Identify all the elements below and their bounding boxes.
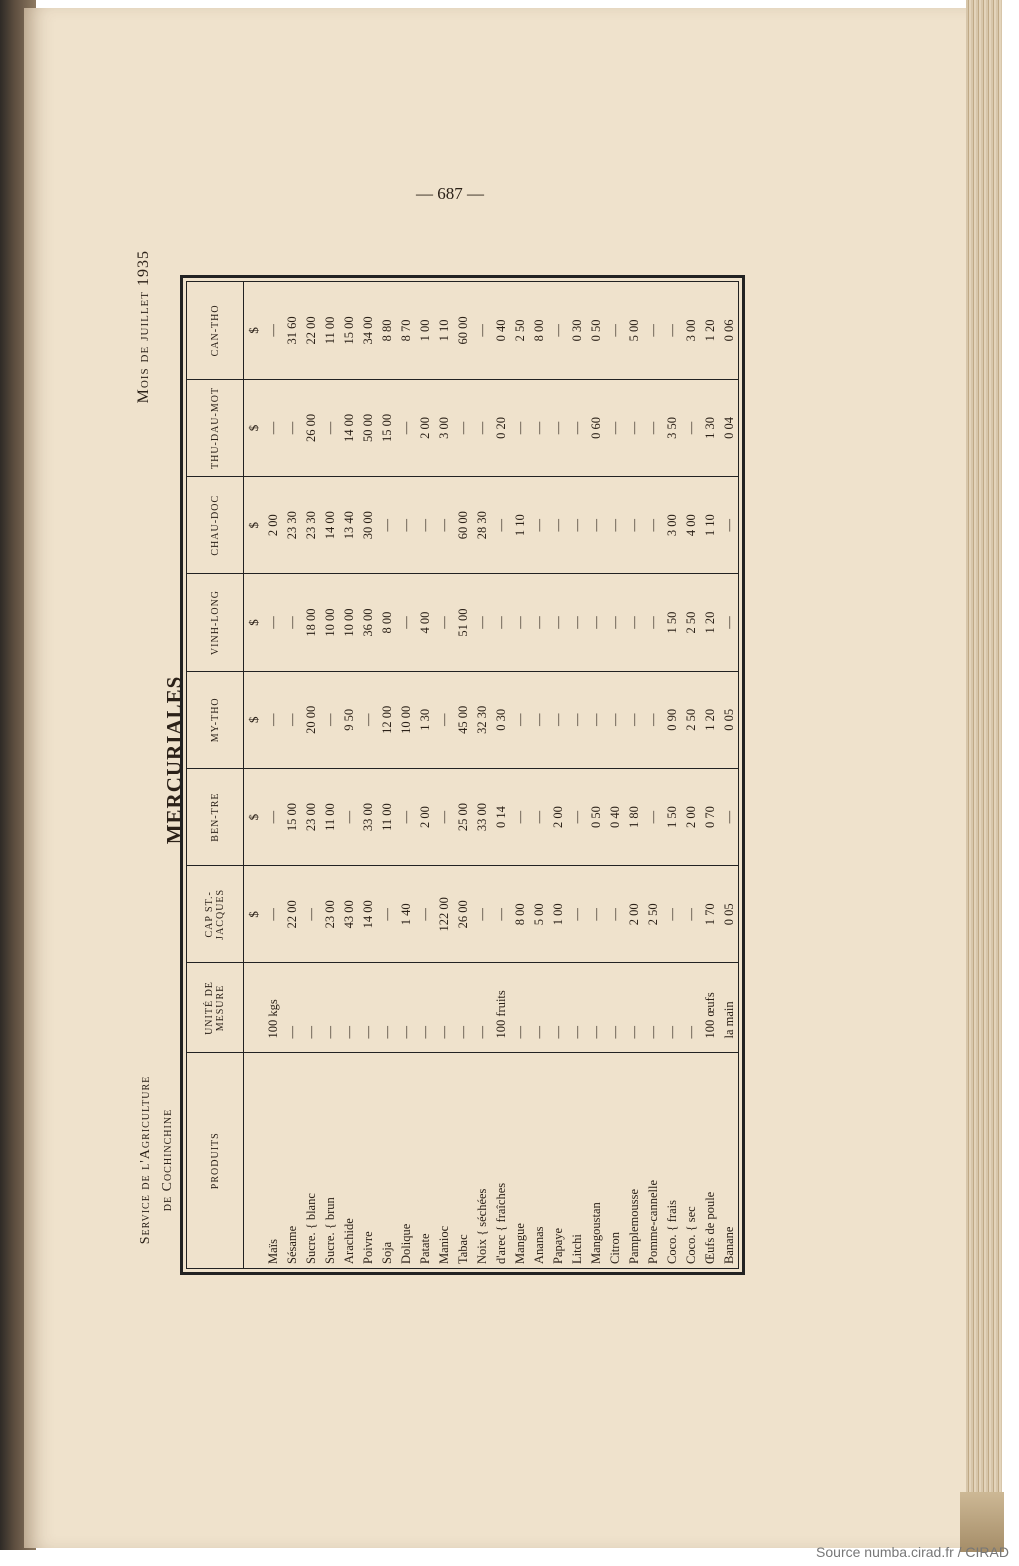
price-cell: 10 00 — [340, 574, 359, 671]
price-cell: 10 00 — [397, 671, 416, 768]
price-cell: — — [644, 477, 663, 574]
price-cell: 2 00 — [682, 768, 701, 865]
price-cell: — — [492, 866, 511, 963]
price-cell: 1 20 — [701, 574, 720, 671]
unit-of-measure: — — [587, 963, 606, 1053]
price-cell: — — [473, 282, 492, 379]
unit-of-measure: — — [283, 963, 302, 1053]
unit-of-measure: 100 œufs — [701, 963, 720, 1053]
document-title: MERCURIALES — [162, 675, 186, 845]
column-header: UNITÉ DE MESURE — [187, 963, 244, 1053]
price-cell: — — [568, 671, 587, 768]
price-cell: 13 40 — [340, 477, 359, 574]
price-cell: — — [644, 574, 663, 671]
page-number: — 687 — — [416, 184, 484, 203]
price-cell: — — [302, 866, 321, 963]
price-cell: — — [549, 477, 568, 574]
unit-of-measure: — — [397, 963, 416, 1053]
unit-of-measure: — — [625, 963, 644, 1053]
price-cell: — — [720, 574, 739, 671]
price-cell: 23 00 — [321, 866, 340, 963]
price-cell: 1 50 — [663, 768, 682, 865]
price-cell: — — [321, 671, 340, 768]
price-cell: 0 30 — [568, 282, 587, 379]
price-cell: 15 00 — [378, 379, 397, 476]
price-cell: — — [606, 574, 625, 671]
price-cell: 4 00 — [682, 477, 701, 574]
price-cell: 15 00 — [283, 768, 302, 865]
price-cell: — — [720, 477, 739, 574]
unit-of-measure: — — [568, 963, 587, 1053]
price-cell: 0 50 — [587, 282, 606, 379]
price-cell: 3 00 — [435, 379, 454, 476]
product-name: Sucre. { brun — [323, 1197, 337, 1264]
price-cell: — — [568, 379, 587, 476]
column-header: THU-DAU-MOT — [187, 379, 244, 476]
price-cell: — — [397, 574, 416, 671]
product-name: Litchi — [570, 1234, 584, 1264]
currency-symbol: $ — [244, 768, 265, 865]
price-cell: — — [606, 866, 625, 963]
price-cell: — — [530, 768, 549, 865]
price-cell: 2 00 — [416, 768, 435, 865]
price-cell: — — [359, 671, 378, 768]
unit-of-measure: — — [321, 963, 340, 1053]
price-cell: — — [492, 574, 511, 671]
table-row — [454, 282, 473, 1268]
price-cell: — — [644, 671, 663, 768]
price-cell: 2 00 — [416, 379, 435, 476]
price-cell: — — [378, 477, 397, 574]
price-cell: — — [587, 866, 606, 963]
table-row — [492, 282, 511, 1268]
price-cell: — — [587, 477, 606, 574]
price-cell: 0 70 — [701, 768, 720, 865]
price-cell: — — [606, 379, 625, 476]
price-cell: 0 40 — [492, 282, 511, 379]
price-cell: 1 10 — [435, 282, 454, 379]
product-name: Sucre. { blanc — [304, 1193, 318, 1264]
price-cell: — — [587, 671, 606, 768]
price-cell: 43 00 — [340, 866, 359, 963]
unit-of-measure: — — [359, 963, 378, 1053]
price-cell: — — [283, 671, 302, 768]
price-cell: — — [511, 574, 530, 671]
table-row — [663, 282, 682, 1268]
price-cell: 4 00 — [416, 574, 435, 671]
price-cell: 25 00 — [454, 768, 473, 865]
table-header-row — [187, 282, 244, 1268]
price-cell: — — [625, 671, 644, 768]
price-cell: — — [473, 574, 492, 671]
price-cell: — — [606, 282, 625, 379]
column-header: BEN-TRE — [187, 768, 244, 865]
price-cell: 1 40 — [397, 866, 416, 963]
price-cell: 9 50 — [340, 671, 359, 768]
empty-cell — [244, 963, 265, 1053]
price-cell: — — [397, 768, 416, 865]
table-body — [244, 282, 740, 1268]
price-cell: 20 00 — [302, 671, 321, 768]
price-cell: — — [264, 866, 283, 963]
price-cell: — — [644, 768, 663, 865]
product-name: Sésame — [285, 1225, 299, 1264]
price-cell: — — [511, 768, 530, 865]
table-row — [283, 282, 302, 1268]
table-row — [720, 282, 739, 1268]
price-cell: 2 00 — [264, 477, 283, 574]
price-cell: 1 20 — [701, 671, 720, 768]
price-cell: — — [587, 574, 606, 671]
price-cell: — — [264, 379, 283, 476]
price-cell: 10 00 — [321, 574, 340, 671]
month-header: Mois de juillet 1935 — [135, 250, 152, 404]
price-cell: 60 00 — [454, 282, 473, 379]
product-name: Pamplemousse — [627, 1189, 641, 1264]
column-header: MY-THO — [187, 671, 244, 768]
product-name: Tabac — [456, 1234, 470, 1264]
price-cell: 23 30 — [302, 477, 321, 574]
price-cell: — — [397, 477, 416, 574]
price-cell: 34 00 — [359, 282, 378, 379]
price-cell: — — [416, 866, 435, 963]
price-cell: 122 00 — [435, 866, 454, 963]
price-cell: 31 60 — [283, 282, 302, 379]
price-cell: 3 50 — [663, 379, 682, 476]
price-cell: 5 00 — [625, 282, 644, 379]
price-cell: 0 60 — [587, 379, 606, 476]
mercuriales-table — [187, 282, 739, 1268]
price-cell: — — [473, 379, 492, 476]
table-inner-border — [186, 281, 739, 1269]
product-name: Coco. { sec — [684, 1206, 698, 1264]
product-name: Patate — [418, 1233, 432, 1264]
unit-of-measure: — — [435, 963, 454, 1053]
price-cell: — — [549, 574, 568, 671]
price-cell: 18 00 — [302, 574, 321, 671]
unit-of-measure: — — [473, 963, 492, 1053]
empty-cell — [244, 1053, 265, 1268]
currency-symbol: $ — [244, 379, 265, 476]
price-cell: — — [663, 282, 682, 379]
table-row — [359, 282, 378, 1268]
price-cell: 1 00 — [549, 866, 568, 963]
price-cell: — — [568, 574, 587, 671]
price-cell: — — [416, 477, 435, 574]
rotated-table-block — [135, 220, 795, 1310]
product-name: Ananas — [532, 1226, 546, 1264]
price-cell: 1 10 — [511, 477, 530, 574]
unit-of-measure: — — [663, 963, 682, 1053]
product-name: Arachide — [342, 1218, 356, 1264]
service-line-2: de Cochinchine — [160, 1108, 175, 1212]
price-cell: 1 70 — [701, 866, 720, 963]
product-name: Soja — [380, 1241, 394, 1264]
table-row — [568, 282, 587, 1268]
price-cell: 2 50 — [511, 282, 530, 379]
product-name: Maïs — [266, 1239, 280, 1264]
price-cell: 0 14 — [492, 768, 511, 865]
table-row — [397, 282, 416, 1268]
unit-of-measure: la main — [720, 963, 739, 1053]
price-cell: — — [530, 477, 549, 574]
unit-of-measure: — — [549, 963, 568, 1053]
price-cell: 0 06 — [720, 282, 739, 379]
price-cell: 8 00 — [378, 574, 397, 671]
currency-symbol: $ — [244, 477, 265, 574]
price-cell: 5 00 — [530, 866, 549, 963]
price-cell: 26 00 — [454, 866, 473, 963]
price-cell: — — [682, 379, 701, 476]
price-cell: 1 00 — [416, 282, 435, 379]
price-cell: 36 00 — [359, 574, 378, 671]
table-row — [473, 282, 492, 1268]
price-cell: 3 00 — [663, 477, 682, 574]
price-cell: 0 30 — [492, 671, 511, 768]
page-edges — [966, 0, 1002, 1535]
price-cell: — — [625, 477, 644, 574]
table-row — [625, 282, 644, 1268]
price-cell: 11 00 — [321, 768, 340, 865]
unit-of-measure: — — [416, 963, 435, 1053]
price-cell: — — [283, 379, 302, 476]
price-cell: 2 00 — [625, 866, 644, 963]
price-cell: 32 30 — [473, 671, 492, 768]
price-cell: — — [530, 379, 549, 476]
price-cell: — — [644, 282, 663, 379]
product-name: d'arec { fraîches — [494, 1182, 508, 1264]
price-cell: 0 04 — [720, 379, 739, 476]
price-cell: — — [568, 768, 587, 865]
table-row — [682, 282, 701, 1268]
unit-of-measure: — — [302, 963, 321, 1053]
price-cell: — — [568, 477, 587, 574]
price-cell: — — [378, 866, 397, 963]
price-cell: 28 30 — [473, 477, 492, 574]
unit-of-measure: — — [682, 963, 701, 1053]
price-cell: 2 50 — [682, 574, 701, 671]
unit-of-measure: — — [530, 963, 549, 1053]
product-name: Poivre — [361, 1231, 375, 1264]
price-cell: 0 05 — [720, 671, 739, 768]
column-header: PRODUITS — [187, 1053, 244, 1268]
column-header: CHAU-DOC — [187, 477, 244, 574]
currency-symbol: $ — [244, 574, 265, 671]
unit-of-measure: — — [340, 963, 359, 1053]
price-cell: 14 00 — [340, 379, 359, 476]
price-cell: — — [720, 768, 739, 865]
table-row — [511, 282, 530, 1268]
price-cell: — — [530, 671, 549, 768]
price-cell: 45 00 — [454, 671, 473, 768]
source-credit: Source numba.cirad.fr / CIRAD — [816, 1544, 1009, 1560]
price-cell: — — [568, 866, 587, 963]
price-cell: — — [625, 379, 644, 476]
product-name: Mangoustan — [589, 1202, 603, 1264]
price-cell: 11 00 — [321, 282, 340, 379]
price-cell: 23 30 — [283, 477, 302, 574]
product-name: Pomme-cannelle — [646, 1180, 660, 1264]
price-cell: 0 05 — [720, 866, 739, 963]
table-row — [302, 282, 321, 1268]
price-cell: — — [264, 282, 283, 379]
table-row — [587, 282, 606, 1268]
price-cell: 60 00 — [454, 477, 473, 574]
price-cell: 8 80 — [378, 282, 397, 379]
price-cell: 50 00 — [359, 379, 378, 476]
price-cell: — — [321, 379, 340, 476]
table-row — [264, 282, 283, 1268]
price-cell: — — [511, 379, 530, 476]
price-cell: — — [397, 379, 416, 476]
currency-row — [244, 282, 265, 1268]
service-line-1: Service de l'Agriculture — [138, 1075, 153, 1245]
price-cell: — — [682, 866, 701, 963]
price-cell: — — [454, 379, 473, 476]
price-cell: — — [435, 671, 454, 768]
price-cell: 0 90 — [663, 671, 682, 768]
product-name: Manioc — [437, 1225, 451, 1264]
column-header: CAP ST.-JACQUES — [187, 866, 244, 963]
price-cell: 51 00 — [454, 574, 473, 671]
currency-symbol: $ — [244, 671, 265, 768]
price-cell: 22 00 — [302, 282, 321, 379]
price-cell: 8 00 — [530, 282, 549, 379]
unit-of-measure: — — [511, 963, 530, 1053]
price-cell: 1 30 — [416, 671, 435, 768]
table-row — [606, 282, 625, 1268]
column-header: VINH-LONG — [187, 574, 244, 671]
unit-of-measure: 100 kgs — [264, 963, 283, 1053]
price-cell: 22 00 — [283, 866, 302, 963]
price-cell: — — [549, 282, 568, 379]
price-cell: 1 30 — [701, 379, 720, 476]
price-cell: 15 00 — [340, 282, 359, 379]
price-cell: — — [549, 379, 568, 476]
price-cell: 33 00 — [359, 768, 378, 865]
table-row — [549, 282, 568, 1268]
table-row — [701, 282, 720, 1268]
price-cell: 2 50 — [644, 866, 663, 963]
price-cell: — — [264, 671, 283, 768]
table-row — [416, 282, 435, 1268]
table-row — [530, 282, 549, 1268]
price-cell: — — [625, 574, 644, 671]
currency-symbol: $ — [244, 282, 265, 379]
price-cell: — — [530, 574, 549, 671]
product-name: Œufs de poule — [703, 1191, 717, 1264]
price-cell: — — [606, 671, 625, 768]
price-cell: 14 00 — [321, 477, 340, 574]
price-cell: — — [435, 768, 454, 865]
price-cell: 1 50 — [663, 574, 682, 671]
price-cell: 8 00 — [511, 866, 530, 963]
product-name: Papaye — [551, 1227, 565, 1264]
product-name: Coco. { frais — [665, 1200, 679, 1264]
price-cell: — — [492, 477, 511, 574]
product-name: Dolique — [399, 1223, 413, 1264]
price-cell: 14 00 — [359, 866, 378, 963]
price-cell: — — [435, 477, 454, 574]
price-cell: — — [511, 671, 530, 768]
price-cell: 26 00 — [302, 379, 321, 476]
price-cell: 2 00 — [549, 768, 568, 865]
price-cell: 8 70 — [397, 282, 416, 379]
unit-of-measure: — — [454, 963, 473, 1053]
price-cell: — — [663, 866, 682, 963]
price-cell: — — [549, 671, 568, 768]
unit-of-measure: — — [606, 963, 625, 1053]
price-cell: 3 00 — [682, 282, 701, 379]
product-name: Banane — [722, 1226, 736, 1264]
table-frame — [180, 275, 745, 1275]
price-cell: 23 00 — [302, 768, 321, 865]
unit-of-measure: — — [644, 963, 663, 1053]
price-cell: — — [264, 768, 283, 865]
table-row — [435, 282, 454, 1268]
table-row — [321, 282, 340, 1268]
price-cell: — — [283, 574, 302, 671]
table-row — [378, 282, 397, 1268]
price-cell: 11 00 — [378, 768, 397, 865]
price-cell: — — [340, 768, 359, 865]
column-header: CAN-THO — [187, 282, 244, 379]
price-cell: — — [473, 866, 492, 963]
product-name: Mangue — [513, 1223, 527, 1264]
price-cell: 0 20 — [492, 379, 511, 476]
table-row — [644, 282, 663, 1268]
price-cell: — — [644, 379, 663, 476]
service-header — [135, 1010, 179, 1310]
price-cell: 1 80 — [625, 768, 644, 865]
price-cell: 1 20 — [701, 282, 720, 379]
currency-symbol: $ — [244, 866, 265, 963]
price-cell: — — [606, 477, 625, 574]
page-edges-bottom — [960, 1492, 1004, 1552]
unit-of-measure: — — [378, 963, 397, 1053]
price-cell: — — [264, 574, 283, 671]
product-name: Citron — [608, 1232, 622, 1264]
table-row — [340, 282, 359, 1268]
unit-of-measure: 100 fruits — [492, 963, 511, 1053]
price-cell: 1 10 — [701, 477, 720, 574]
price-cell: — — [435, 574, 454, 671]
price-cell: 12 00 — [378, 671, 397, 768]
price-cell: 30 00 — [359, 477, 378, 574]
price-cell: 33 00 — [473, 768, 492, 865]
price-cell: 0 40 — [606, 768, 625, 865]
price-cell: 0 50 — [587, 768, 606, 865]
product-name: Noix { séchées — [475, 1188, 489, 1264]
price-cell: 2 50 — [682, 671, 701, 768]
